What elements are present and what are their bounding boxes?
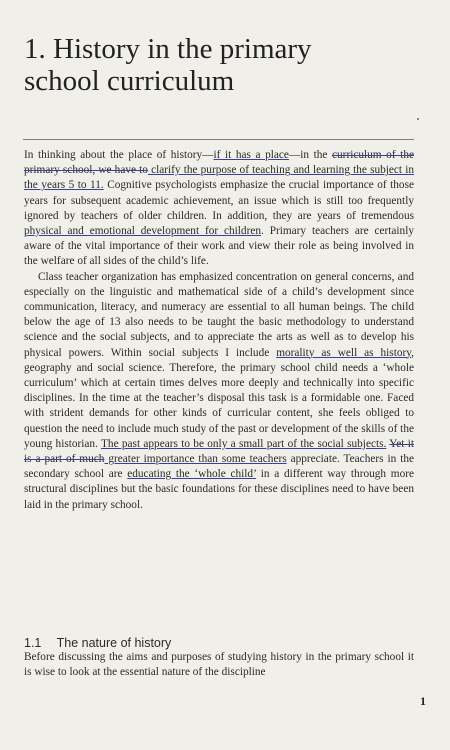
text-run: . Primary teachers are certainly aware of the vital importance of their work and view their role as being involved in the welfare of all sides of the child’s life. (24, 225, 414, 268)
chapter-title-line-2: school curriculum (24, 65, 235, 98)
section-paragraph: Before discussing the aims and purposes of studying history in the primary school it is wise to look at the essential nature of the discipline (24, 651, 414, 679)
chapter-number: 1. (24, 33, 46, 66)
text-run: Class teacher organization has emphasized concentration on general concerns, and especially on the linguistic and mathematical side of a child’s development since communication, literacy, and numeracy are essential to all human beings. The child below the age of 13 also needs to be taught the basic methodology to understand science and the social subjects, and to appreciate the arts as well as to develop his physical powers. Within social subjects I include (24, 270, 414, 359)
section-number: 1.1 (24, 636, 42, 651)
ink-underlined-text: clarify the purpose of teaching and learning the subject in the years 5 to 11. (24, 164, 414, 192)
text-run: appreciate. Teachers in the secondary school are (24, 453, 415, 481)
text-run: In thinking about the place of history— (24, 149, 214, 161)
body-text (24, 148, 414, 513)
horizontal-rule (23, 139, 414, 140)
ink-underlined-text: educating the ‘whole child’ (127, 468, 257, 481)
text-run: —in the (288, 149, 333, 161)
ink-underlined-text: if it has a place (213, 149, 289, 161)
text-run: Cognitive psychologists emphasize the crucial importance of those years for subsequent academic achievement, an issue which is still too frequently ignored by teachers of older children. In addition, they are years of tremendous (24, 179, 414, 222)
page-number: 1 (420, 694, 426, 708)
section-title: The nature of history (56, 636, 172, 651)
chapter-title-line-1: History in the primary (53, 33, 312, 66)
pen-mark (417, 118, 419, 120)
ink-underlined-text: The past appears to be only a small part of the social subjects. (101, 437, 387, 450)
paragraph-1 (24, 148, 414, 270)
ink-struck-text: curriculum of the primary school, we have to (24, 149, 414, 177)
ink-underlined-text: morality as well as history (276, 346, 412, 359)
section-heading (24, 636, 414, 650)
chapter-title (24, 33, 424, 97)
ink-underlined-text: greater importance than some teachers (104, 453, 287, 466)
ink-struck-text: Yet it is a part of much (24, 437, 414, 466)
text-run: in a different way through more structural disciplines but the basic foundations for these disciplines need to have been laid in the primary school. (24, 468, 414, 511)
ink-underlined-text: physical and emotional development for children (24, 225, 261, 238)
paragraph-2 (24, 270, 414, 513)
text-run: , geography and social science. Therefore, the primary school child needs a ‘whole curriculum’ which at certain times delves more deeply and technically into specific disciplines. In the time at the teacher’s disposal this task is a formidable one. Faced with strident demands for other kinds of curricular content, she feels obliged to question the need to include much study of the past or development of the skills of the young historian. (24, 346, 414, 450)
